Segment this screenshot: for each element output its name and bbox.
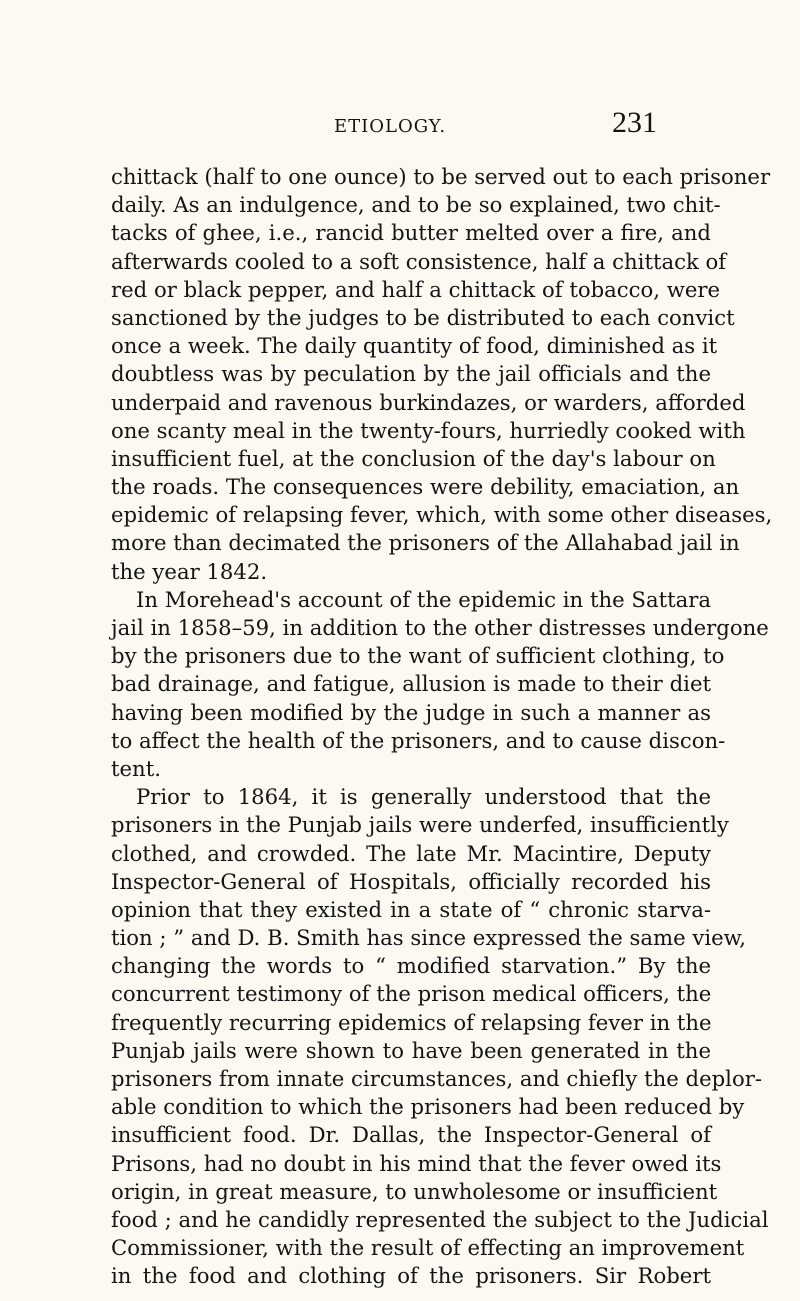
text-line: doubtless was by peculation by the jail officials and the [111, 361, 711, 387]
text-line: afterwards cooled to a soft consistence, half a chittack of [111, 248, 727, 274]
text-line: one scanty meal in the twenty-fours, hurriedly cooked with [111, 417, 746, 443]
text-line: once a week. The daily quantity of food, diminished as it [111, 333, 718, 359]
text-line: frequently recurring epidemics of relapsing fever in the [111, 1009, 712, 1035]
text-line: opinion that they existed in a state of “ chronic starva- [111, 896, 711, 922]
text-line: chittack (half to one ounce) to be served out to each prisoner [111, 164, 771, 189]
text-line: Prisons, had no doubt in his mind that the fever owed its [111, 1150, 722, 1176]
text-line: in the food and clothing of the prisoners. Sir Robert [111, 1263, 711, 1289]
text-line: Commissioner, with the result of effecting an improvement [111, 1235, 745, 1261]
text-line: Punjab jails were shown to have been generated in the [111, 1037, 711, 1063]
text-line: the year 1842. [111, 558, 268, 584]
text-line: the roads. The consequences were debility, emaciation, an [111, 474, 740, 500]
body-text [111, 163, 773, 1291]
text-line: food ; and he candidly represented the subject to the Judicial [111, 1206, 769, 1232]
page-number: 231 [612, 106, 657, 139]
text-line: sanctioned by the judges to be distributed to each convict [111, 304, 735, 330]
text-line: tion ; ” and D. B. Smith has since expressed the same view, [111, 925, 747, 951]
text-line: clothed, and crowded. The late Mr. Macintire, Deputy [111, 840, 711, 866]
text-line: prisoners in the Punjab jails were underfed, insufficiently [111, 812, 729, 838]
page-header [0, 106, 800, 144]
text-line: Prior to 1864, it is generally understood that the [136, 784, 711, 810]
text-line: red or black pepper, and half a chittack of tobacco, were [111, 276, 721, 302]
text-line: daily. As an indulgence, and to be so explained, two chit- [111, 192, 721, 218]
text-line: Inspector-General of Hospitals, officially recorded his [111, 868, 711, 894]
text-line: prisoners from innate circumstances, and chiefly the deplor- [111, 1066, 762, 1091]
text-line: tacks of ghee, i.e., rancid butter melted over a fire, and [111, 220, 711, 246]
text-line: changing the words to “ modified starvation.” By the [111, 953, 711, 979]
text-line: to affect the health of the prisoners, and to cause discon- [111, 727, 726, 753]
text-line: jail in 1858–59, in addition to the other distresses undergone [111, 615, 769, 640]
text-line: In Morehead's account of the epidemic in the Sattara [136, 586, 711, 612]
text-line: epidemic of relapsing fever, which, with some other diseases, [111, 502, 773, 528]
text-line: concurrent testimony of the prison medical officers, the [111, 981, 712, 1007]
text-line: tent. [111, 755, 161, 781]
running-title: ETIOLOGY. [334, 116, 447, 137]
text-line: underpaid and ravenous burkindazes, or warders, afforded [111, 389, 746, 415]
text-line: origin, in great measure, to unwholesome or insufficient [111, 1178, 718, 1204]
text-line: able condition to which the prisoners had been reduced by [111, 1094, 745, 1120]
text-line: by the prisoners due to the want of sufficient clothing, to [111, 643, 725, 669]
text-line: insufficient food. Dr. Dallas, the Inspector-General of [111, 1122, 711, 1148]
text-line: more than decimated the prisoners of the Allahabad jail in [111, 530, 740, 556]
text-line: insufficient fuel, at the conclusion of the day's labour on [111, 445, 716, 471]
text-line: bad drainage, and fatigue, allusion is made to their diet [111, 671, 711, 697]
text-line: having been modified by the judge in such a manner as [111, 699, 711, 725]
